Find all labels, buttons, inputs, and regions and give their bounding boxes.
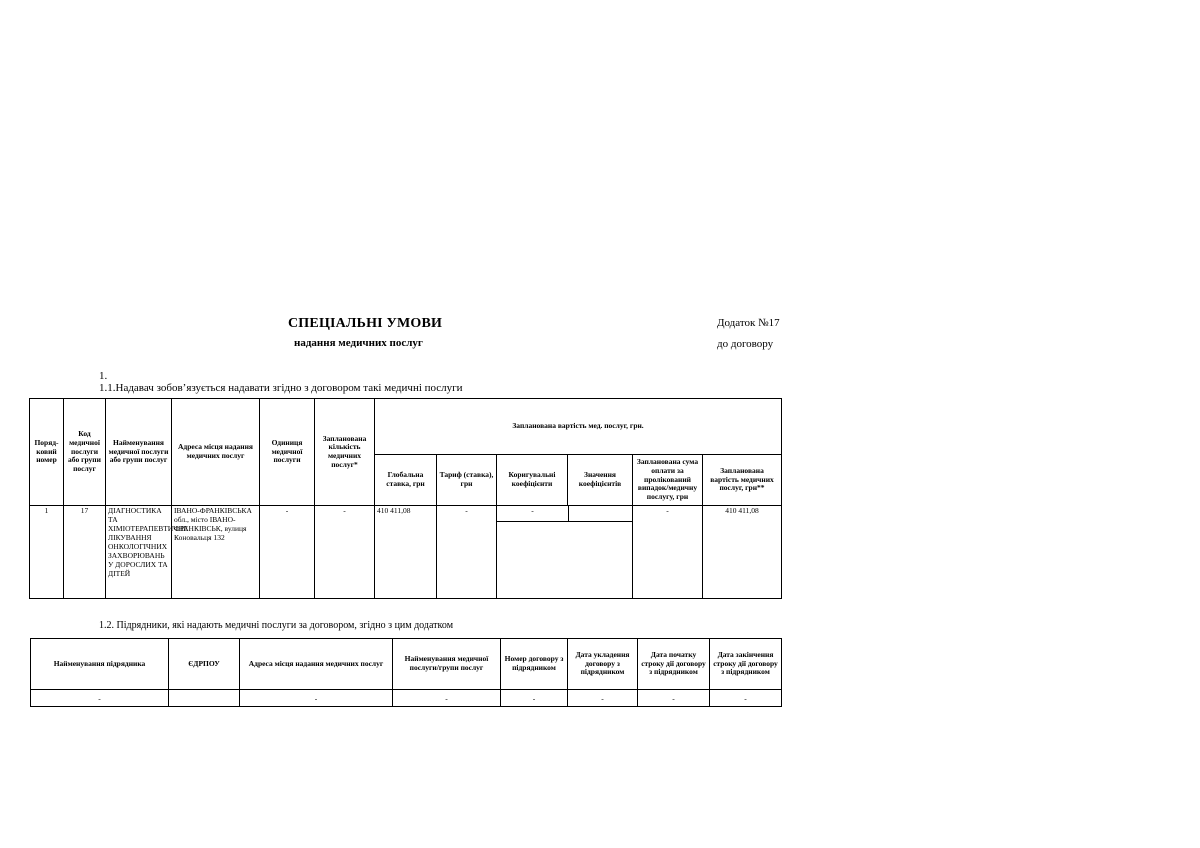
cell-date-end: - [710, 690, 782, 707]
header-code: Код медичної послуги або групи послуг [64, 399, 106, 506]
document-title: СПЕЦІАЛЬНІ УМОВИ [288, 316, 443, 331]
cell-per-case: - [633, 506, 703, 599]
contract-reference: до договору [717, 338, 774, 350]
header-per-case: Запланована сума оплати за пролікований випадок/медичну послугу, грн [633, 455, 703, 506]
section-number: 1. [99, 370, 108, 382]
cell-code: 17 [64, 506, 106, 599]
header-planned-qty: Запланована кількість медичних послуг* [315, 399, 375, 506]
document-subtitle: надання медичних послуг [294, 337, 423, 349]
section-1-1-heading: 1.1.Надавач зобов’язується надавати згідно з договором такі медичні послуги [99, 382, 463, 394]
header-num: Поряд-ковий номер [30, 399, 64, 506]
header-planned-cost: Запланована вартість мед. послуг, грн. [375, 399, 782, 455]
header-subcontractor-name: Найменування підрядника [31, 639, 169, 690]
header-edrpou: ЄДРПОУ [169, 639, 240, 690]
cell-coef-values [569, 506, 632, 521]
subcontractors-table [30, 638, 782, 707]
cell-contract-no: - [501, 690, 568, 707]
header-tariff: Тариф (ставка), грн [437, 455, 497, 506]
header-date-start: Дата початку строку дії договору з підрядником [638, 639, 710, 690]
header-coef-values: Значення коефіцієнтів [568, 455, 633, 506]
header-date-end: Дата закінчення строку дії договору з підрядником [710, 639, 782, 690]
section-1-2-heading: 1.2. Підрядники, які надають медичні послуги за договором, згідно з цим додатком [99, 620, 454, 631]
cell-total: 410 411,08 [703, 506, 782, 599]
cell-coefficients: - [497, 506, 569, 521]
header-address: Адреса місця надання медичних послуг [172, 399, 260, 506]
header-name: Найменування медичної послуги або групи послуг [106, 399, 172, 506]
header-sub-service: Найменування медичної послуги/групи послуг [393, 639, 501, 690]
header-total: Запланована вартість медичних послуг, грн** [703, 455, 782, 506]
cell-date-signed: - [568, 690, 638, 707]
cell-date-start: - [638, 690, 710, 707]
cell-unit: - [260, 506, 315, 599]
header-date-signed: Дата укладення договору з підрядником [568, 639, 638, 690]
cell-name: ДІАГНОСТИКА ТА ХІМІОТЕРАПЕВТИЧНЕ ЛІКУВАННЯ ОНКОЛОГІЧНИХ ЗАХВОРЮВАНЬ У ДОРОСЛИХ ТА ДІТЕЙ [106, 506, 172, 599]
table-row [30, 506, 782, 599]
cell-global-rate: 410 411,08 [375, 506, 437, 599]
cell-address: ІВАНО-ФРАНКІВСЬКА обл., місто ІВАНО-ФРАНКІВСЬК, вулиця Коновальця 132 [172, 506, 260, 599]
header-unit: Одиниця медичної послуги [260, 399, 315, 506]
cell-edrpou [169, 690, 240, 707]
cell-sub-name: - [31, 690, 169, 707]
cell-sub-address: - [240, 690, 393, 707]
annex-number: Додаток №17 [717, 317, 780, 329]
table-row [31, 690, 782, 707]
header-global-rate: Глобальна ставка, грн [375, 455, 437, 506]
cell-sub-service: - [393, 690, 501, 707]
header-coefficients: Коригувальні коефіцієнти [497, 455, 568, 506]
cell-num: 1 [30, 506, 64, 599]
services-table [29, 398, 782, 599]
cell-tariff: - [437, 506, 497, 599]
cell-coefficients-group [497, 506, 633, 599]
cell-planned-qty: - [315, 506, 375, 599]
header-sub-address: Адреса місця надання медичних послуг [240, 639, 393, 690]
header-contract-no: Номер договору з підрядником [501, 639, 568, 690]
